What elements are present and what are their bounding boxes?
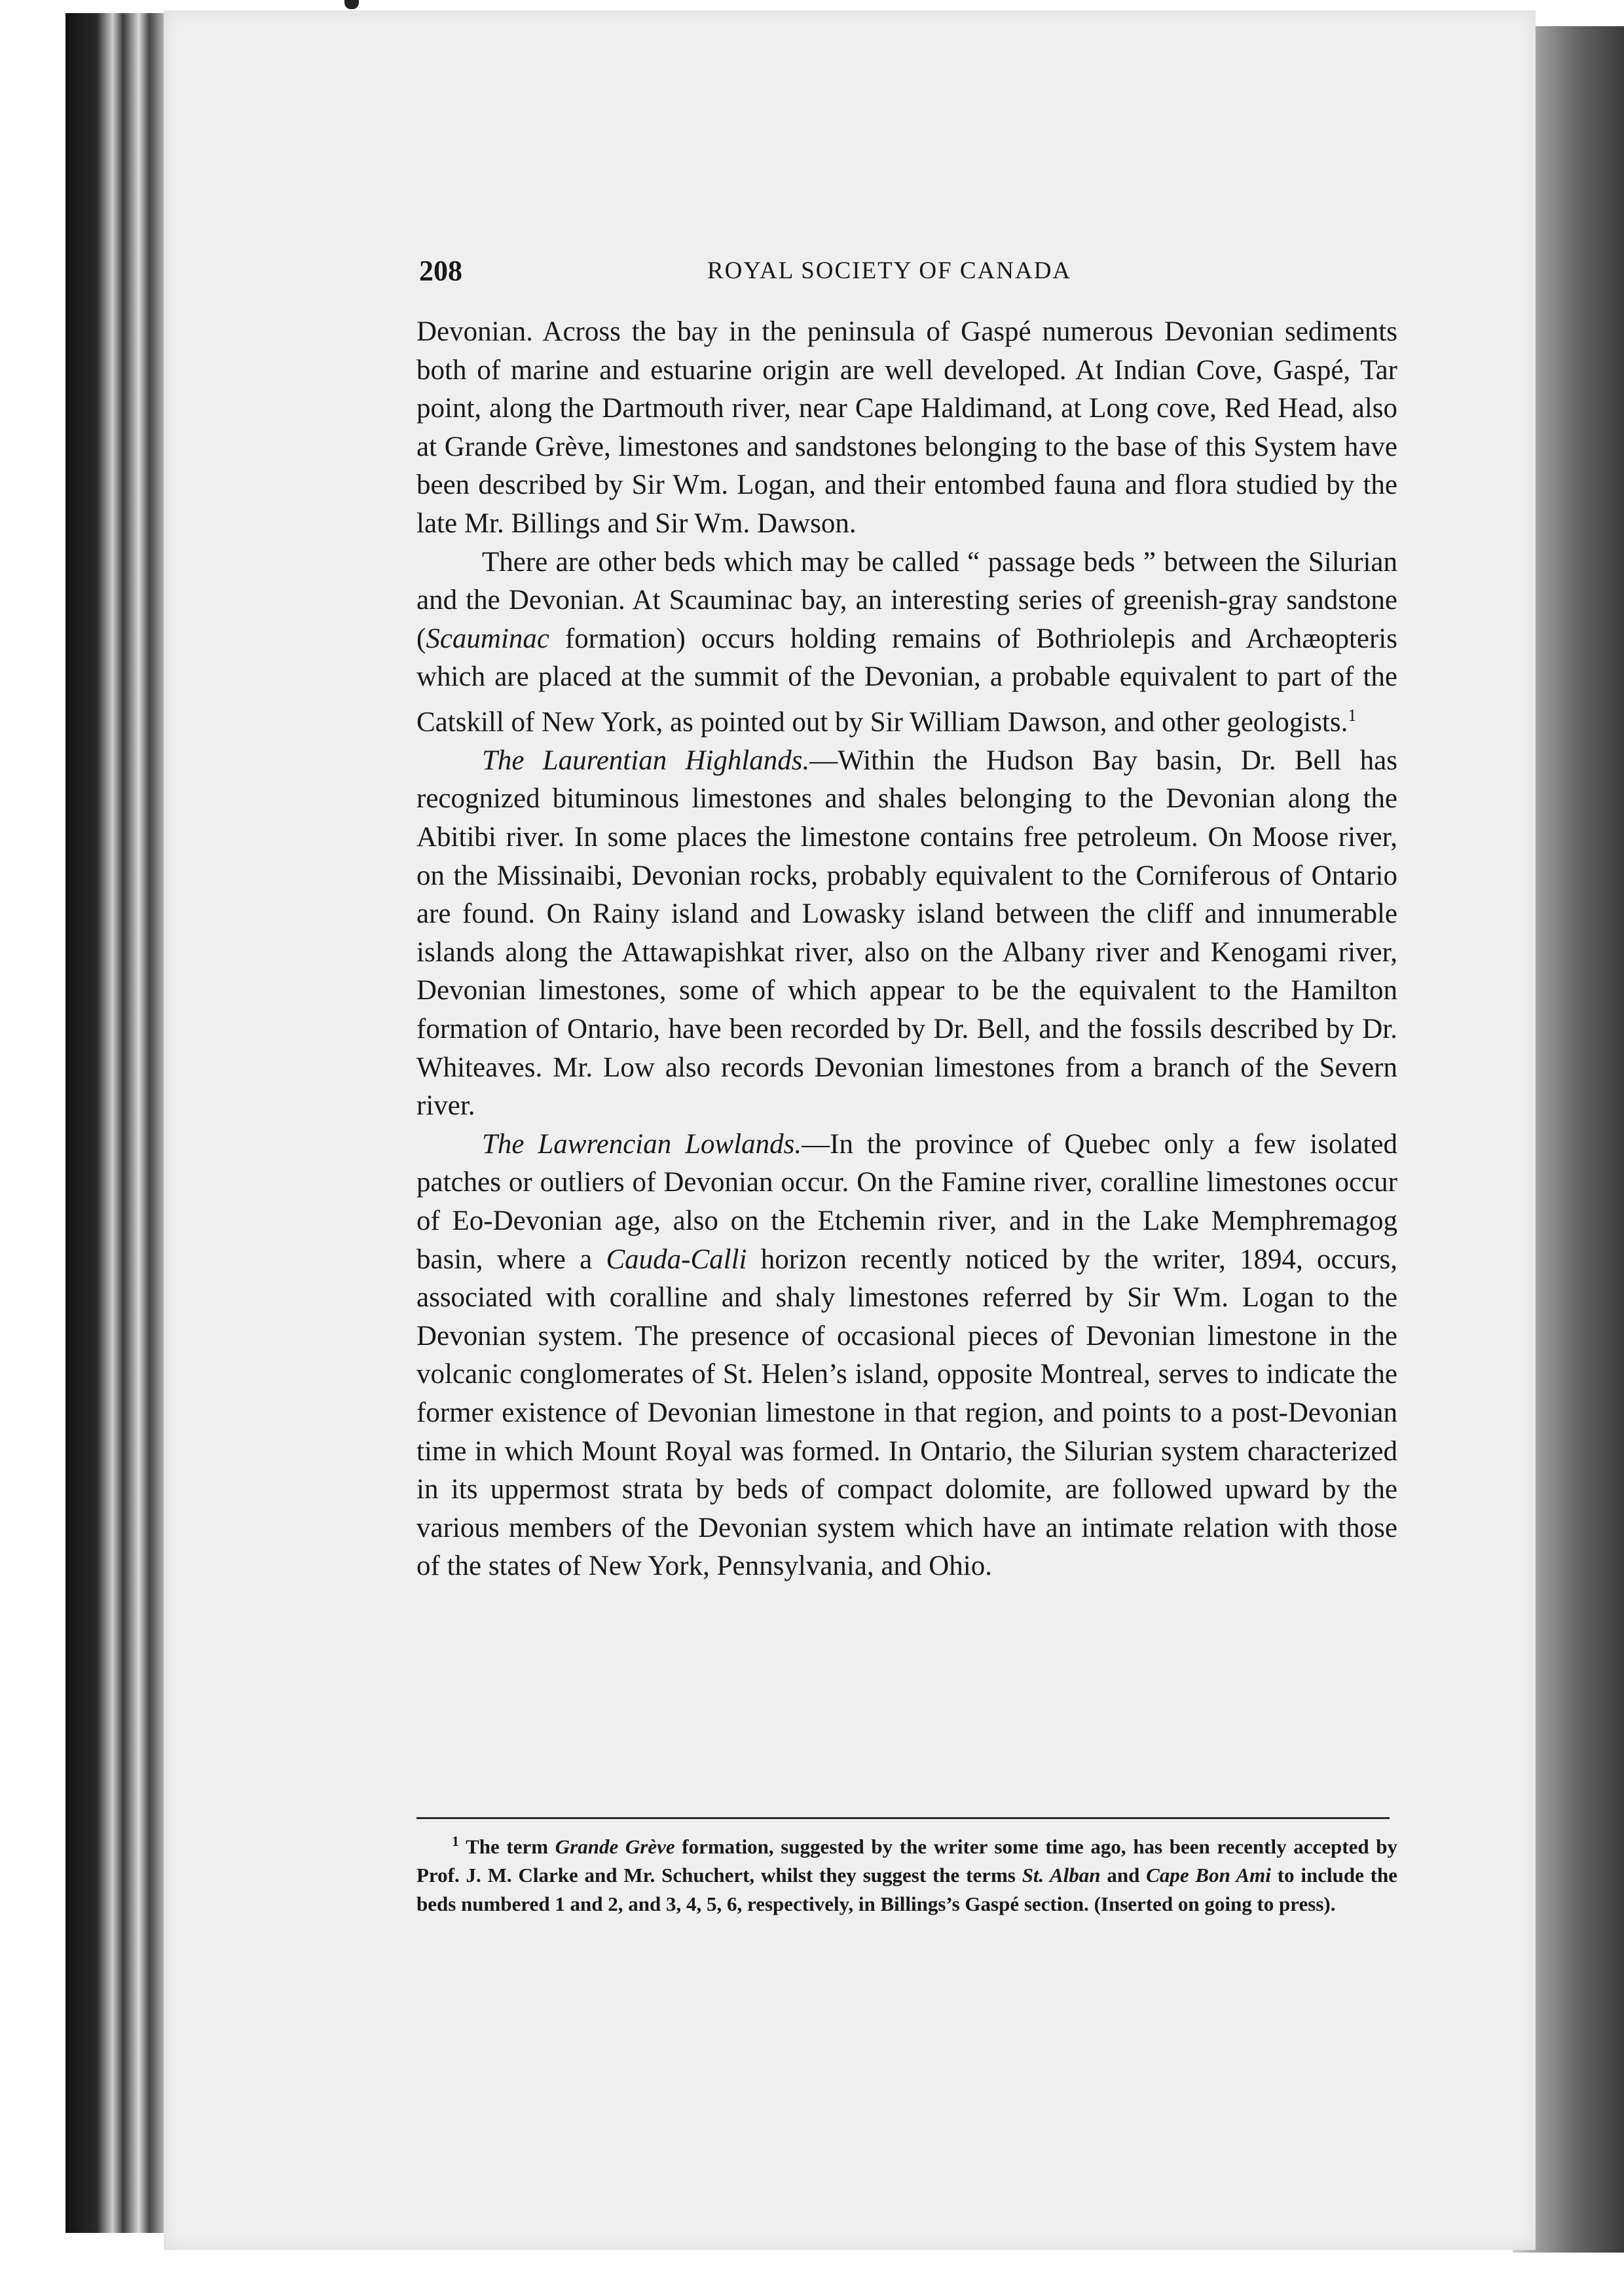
italic-term: Cauda-Calli <box>606 1243 747 1275</box>
italic-term: Grande Grève <box>555 1835 675 1858</box>
left-page-edges <box>65 13 170 2233</box>
footnote-rule <box>416 1817 1390 1819</box>
body-text <box>416 313 1397 1586</box>
footnote <box>416 1827 1397 1919</box>
italic-term: Scauminac <box>426 623 549 654</box>
paragraph-passage-beds <box>416 543 1397 742</box>
page-header <box>419 254 1401 293</box>
footnote-text: to include the beds numbered 1 and 2, and 3, 4, 5, 6, respectively, in Billings’s Gaspé section. (Inserted on going to press). <box>416 1864 1397 1916</box>
footnote-text: The term <box>459 1835 555 1858</box>
section-heading-italic: The Lawrencian Lowlands. <box>482 1128 802 1160</box>
paragraph-text: formation) occurs holding remains of Bothriolepis and Archæopteris which are placed at the summit of the Devonian, a probable equivalent to part of the Catskill of New York, as pointed out by Sir William Dawson, and other geologists. <box>416 623 1397 738</box>
paragraph-text: —Within the Hudson Bay basin, Dr. Bell has recognized bituminous limestones and shales belonging to the Devonian along the Abitibi river. In some places the limestone contains free petroleum. On Moose river, on the Missinaibi, Devonian rocks, probably equivalent to the Corniferous of Ontario are found. On Rainy island and Lowasky island between the cliff and innumerable islands along the Attawapishkat river, also on the Albany river and Kenogami river, Devonian limestones, some of which appear to be the equivalent to the Hamilton formation of Ontario, have been recorded by Dr. Bell, and the fossils described by Dr. Whiteaves. Mr. Low also records Devonian limestones from a branch of the Severn river. <box>416 745 1397 1122</box>
italic-term: Cape Bon Ami <box>1146 1864 1271 1887</box>
page-number: 208 <box>419 255 462 287</box>
footnote-mark: 1 <box>452 1833 459 1849</box>
paragraph-text: —In the province of Quebec only a few isolated patches or outliers of Devonian occur. On the Famine river, coralline limestones occur of Eo-Devonian age, also on the Etchemin river, and in the Lake Memphremagog basin, where a <box>416 1128 1397 1275</box>
paragraph-lawrencian-lowlands <box>416 1126 1397 1586</box>
footnote-text: and <box>1100 1864 1147 1887</box>
paragraph-text: horizon recently noticed by the writer, 1894, occurs, associated with coralline and shaly limestones referred by Sir Wm. Logan to the Devonian system. The presence of occasional pieces of Devonian limestone in the volcanic conglomerates of St. Helen’s island, opposite Montreal, serves to indicate the former existence of Devonian limestone in that region, and points to a post-Devonian time in which Mount Royal was formed. In Ontario, the Silurian system characterized in its uppermost strata by beds of compact dolomite, are followed upward by the various members of the Devonian system which have an intimate relation with those of the states of New York, Pennsylvania, and Ohio. <box>416 1243 1397 1582</box>
running-head: ROYAL SOCIETY OF CANADA <box>707 257 1072 284</box>
paragraph-text: Devonian. Across the bay in the peninsula of Gaspé numerous Devonian sediments both of marine and estuarine origin are well developed. At Indian Cove, Gaspé, Tar point, along the Dartmouth river, near Cape Haldimand, at Long cove, Red Head, also at Grande Grève, limestones and sandstones belonging to the base of this System have been described by Sir Wm. Logan, and their entombed fauna and flora studied by the late Mr. Billings and Sir Wm. Dawson. <box>416 316 1397 539</box>
section-heading-italic: The Laurentian Highlands. <box>482 745 810 776</box>
paragraph-laurentian-highlands <box>416 742 1397 1126</box>
paragraph-text: There are other beds which may be called “ passage beds ” between the Silurian and the Devonian. At Scauminac bay, an interesting series of greenish-gray sandstone ( <box>416 546 1397 654</box>
footnote-reference: 1 <box>1348 705 1357 725</box>
footnote-text: formation, suggested by the writer some time ago, has been recently accepted by Prof. J. M. Clarke and Mr. Schuchert, whilst they suggest the terms <box>416 1835 1397 1887</box>
paragraph-gaspe <box>416 313 1397 543</box>
italic-term: St. Alban <box>1022 1864 1101 1887</box>
binding-mark <box>344 0 359 9</box>
